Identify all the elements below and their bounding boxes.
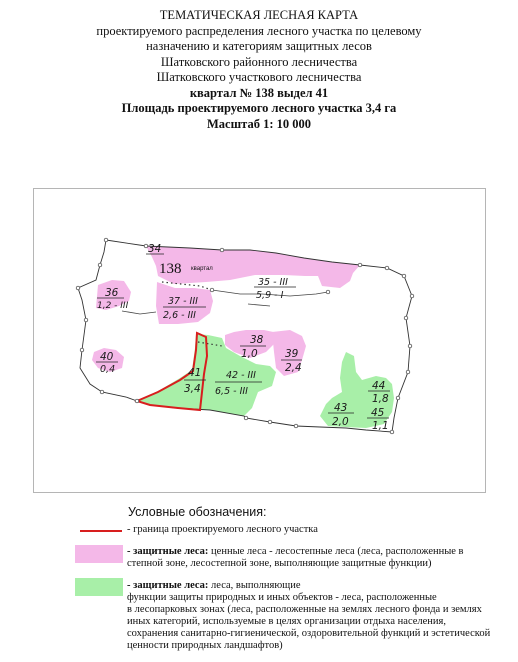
plot-label-43: 43 xyxy=(334,402,348,414)
subtitle-line: назначению и категориям защитных лесов xyxy=(146,39,372,53)
legend-green-text-2: функции защиты природных и иных объектов - леса, расположенные xyxy=(127,592,437,603)
forestry-section: Шатковского участкового лесничества xyxy=(156,70,362,84)
legend-green-text-3: в лесопарковых зонах (леса, расположенные на землях лесного фонда и землях xyxy=(127,604,482,615)
title-line: ТЕМАТИЧЕСКАЯ ЛЕСНАЯ КАРТА xyxy=(159,8,359,22)
legend-green-desc: леса, выполняющие xyxy=(208,580,301,591)
plot-label-35-sub: 5,9 - I xyxy=(256,290,284,301)
plot-label-40-sub: 0,4 xyxy=(100,364,116,375)
plot-label-37: 37 - III xyxy=(168,296,198,307)
subtitle-line: проектируемого распределения лесного участка по целевому xyxy=(96,23,422,38)
quarter-number: 138 xyxy=(159,261,182,277)
plot-label-36: 36 xyxy=(105,287,119,299)
legend-green-text-5: сохранения санитарно-гигиенической, оздоровительной функций и эстетической xyxy=(127,628,491,639)
legend-title: Условные обозначения: xyxy=(128,505,267,519)
legend-pink-desc: ценные леса - лесостепные леса (леса, расположенные в xyxy=(208,546,464,557)
plot-label-36-sub: 1,2 - III xyxy=(97,301,129,311)
legend-green-text-6: ценности природных ландшафтов) xyxy=(127,640,283,651)
legend-green-swatch xyxy=(75,578,123,596)
legend-pink-bold: - защитные леса: xyxy=(127,546,209,557)
plot-label-35: 35 - III xyxy=(258,277,288,288)
legend-green-bold: - защитные леса: xyxy=(127,580,209,591)
quarter-word: квартал xyxy=(191,266,213,272)
plot-label-45-sub: 1,1 xyxy=(372,420,389,432)
plot-label-40: 40 xyxy=(100,351,114,363)
plot-label-45: 45 xyxy=(371,407,385,419)
plot-label-34: 34 xyxy=(148,243,162,255)
plot-label-39-sub: 2,4 xyxy=(285,362,302,374)
plot-label-38: 38 xyxy=(250,334,264,346)
legend-boundary-swatch xyxy=(80,530,122,532)
plot-label-41-sub: 3,4 xyxy=(184,383,201,395)
plot-label-42-sub: 6,5 - III xyxy=(215,386,248,397)
legend-pink-text-2: степной зоне, лесостепной зоне, выполняющие защитные функции) xyxy=(127,558,432,569)
plot-label-38-sub: 1,0 xyxy=(241,348,258,360)
plot-label-39: 39 xyxy=(285,348,299,360)
plot-label-41: 41 xyxy=(188,367,202,379)
divider-line xyxy=(248,304,270,306)
plot-label-37-sub: 2,6 - III xyxy=(163,310,196,321)
plot-label-43-sub: 2,0 xyxy=(332,416,349,428)
scale-info: Масштаб 1: 10 000 xyxy=(207,116,311,131)
quarter-info: квартал № 138 выдел 41 xyxy=(189,85,329,100)
divider-line xyxy=(122,311,156,314)
legend-boundary-text: - граница проектируемого лесного участка xyxy=(127,524,318,535)
area-info: Площадь проектируемого лесного участка 3,4 га xyxy=(121,101,397,115)
legend-green-text-4: иных категорий, используемые в целях организации отдыха населения, xyxy=(127,616,446,627)
legend-pink-swatch xyxy=(75,545,123,563)
plot-label-44-sub: 1,8 xyxy=(372,393,389,405)
forestry-district: Шатковского районного лесничества xyxy=(160,54,358,69)
plot-label-42: 42 - III xyxy=(226,370,256,381)
plot-label-44: 44 xyxy=(372,380,386,392)
